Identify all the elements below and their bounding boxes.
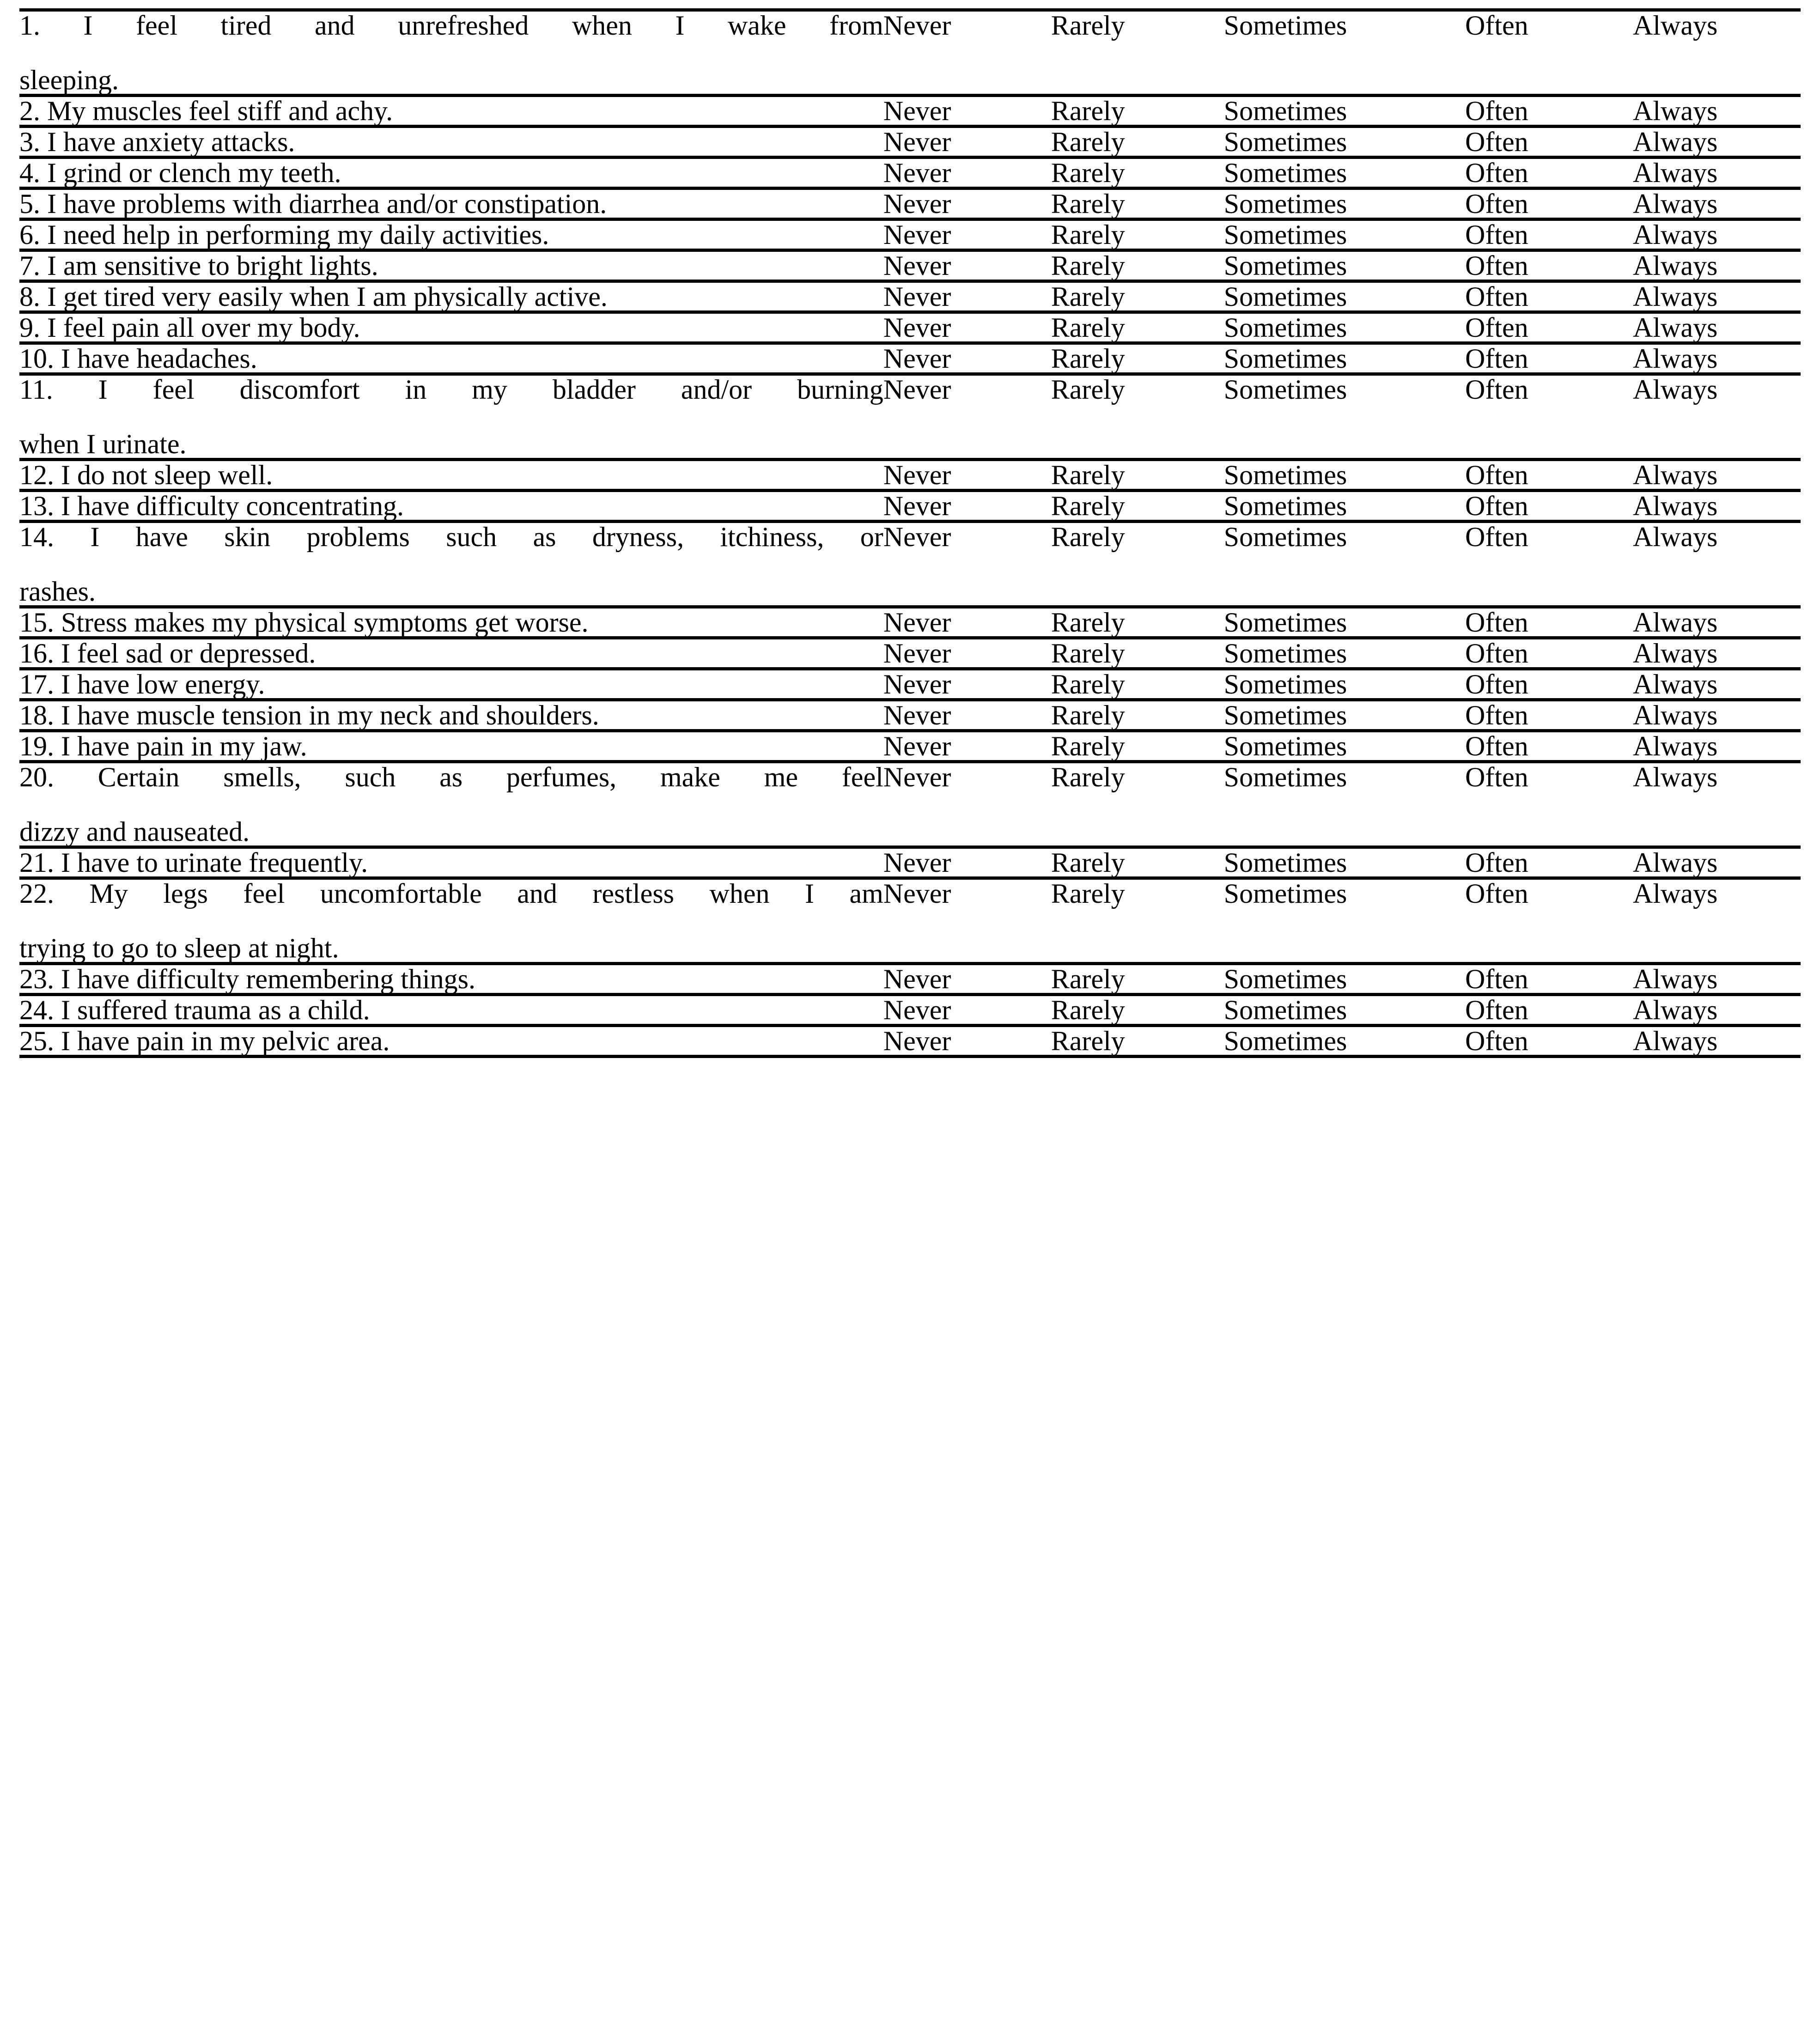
question-cell (19, 731, 883, 762)
response-option-rarely[interactable]: Rarely (1051, 189, 1224, 219)
response-option-often[interactable]: Often (1465, 219, 1633, 250)
response-option-rarely[interactable]: Rarely (1051, 964, 1224, 995)
response-option-rarely[interactable]: Rarely (1051, 219, 1224, 250)
question-text-line-1: 8. I get tired very easily when I am physically active. (19, 281, 608, 312)
question-cell (19, 762, 883, 847)
question-cell (19, 878, 883, 964)
response-option-never[interactable]: Never (883, 460, 1051, 491)
response-option-always[interactable]: Always (1633, 878, 1801, 964)
question-text-line-1: 19. I have pain in my jaw. (19, 731, 307, 761)
response-option-never[interactable]: Never (883, 700, 1051, 731)
question-cell (19, 669, 883, 700)
question-text-line-1: 9. I feel pain all over my body. (19, 312, 360, 343)
response-option-often[interactable]: Often (1465, 1026, 1633, 1057)
response-option-rarely[interactable]: Rarely (1051, 158, 1224, 189)
question-text-line-1: 24. I suffered trauma as a child. (19, 995, 370, 1025)
response-option-often[interactable]: Often (1465, 10, 1633, 96)
question-cell (19, 10, 883, 96)
response-option-sometimes[interactable]: Sometimes (1224, 762, 1465, 847)
question-text-line-1: 7. I am sensitive to bright lights. (19, 250, 378, 281)
question-cell (19, 491, 883, 522)
question-text-line-1: 16. I feel sad or depressed. (19, 638, 316, 669)
response-option-always[interactable]: Always (1633, 127, 1801, 158)
table-row (19, 638, 1801, 669)
table-row (19, 250, 1801, 281)
response-option-sometimes[interactable]: Sometimes (1224, 343, 1465, 374)
question-text-line-1: 1. I feel tired and unrefreshed when I wake from (19, 10, 883, 41)
response-option-sometimes[interactable]: Sometimes (1224, 731, 1465, 762)
response-option-sometimes[interactable]: Sometimes (1224, 847, 1465, 878)
question-text-line-1: 17. I have low energy. (19, 669, 265, 700)
question-text-line-1: 6. I need help in performing my daily activities. (19, 219, 549, 250)
question-text-line-1: 20. Certain smells, such as perfumes, make me feel (19, 762, 883, 792)
response-option-rarely[interactable]: Rarely (1051, 281, 1224, 312)
response-option-rarely[interactable]: Rarely (1051, 878, 1224, 964)
question-cell (19, 189, 883, 219)
response-option-always[interactable]: Always (1633, 522, 1801, 607)
response-option-sometimes[interactable]: Sometimes (1224, 491, 1465, 522)
question-cell (19, 127, 883, 158)
question-cell (19, 250, 883, 281)
response-option-always[interactable]: Always (1633, 374, 1801, 460)
response-option-never[interactable]: Never (883, 638, 1051, 669)
response-option-often[interactable]: Often (1465, 607, 1633, 638)
response-option-never[interactable]: Never (883, 343, 1051, 374)
response-option-sometimes[interactable]: Sometimes (1224, 964, 1465, 995)
response-option-sometimes[interactable]: Sometimes (1224, 1026, 1465, 1057)
response-option-rarely[interactable]: Rarely (1051, 669, 1224, 700)
response-option-often[interactable]: Often (1465, 847, 1633, 878)
question-text-line-1: 11. I feel discomfort in my bladder and/or burning (19, 374, 883, 405)
response-option-always[interactable]: Always (1633, 189, 1801, 219)
question-cell (19, 343, 883, 374)
question-text-line-1: 10. I have headaches. (19, 343, 257, 374)
table-row (19, 460, 1801, 491)
table-row (19, 343, 1801, 374)
table-row (19, 669, 1801, 700)
response-option-often[interactable]: Often (1465, 189, 1633, 219)
response-option-never[interactable]: Never (883, 995, 1051, 1026)
response-option-always[interactable]: Always (1633, 491, 1801, 522)
table-row (19, 374, 1801, 460)
response-option-sometimes[interactable]: Sometimes (1224, 374, 1465, 460)
table-row (19, 312, 1801, 343)
response-option-always[interactable]: Always (1633, 219, 1801, 250)
response-option-sometimes[interactable]: Sometimes (1224, 250, 1465, 281)
question-cell (19, 374, 883, 460)
response-option-never[interactable]: Never (883, 189, 1051, 219)
question-text-line-1: 15. Stress makes my physical symptoms get worse. (19, 607, 589, 638)
response-option-never[interactable]: Never (883, 607, 1051, 638)
question-cell (19, 1026, 883, 1057)
table-row (19, 700, 1801, 731)
table-row (19, 127, 1801, 158)
question-cell (19, 700, 883, 731)
question-text-line-2: rashes. (19, 576, 96, 607)
question-cell (19, 847, 883, 878)
response-option-always[interactable]: Always (1633, 762, 1801, 847)
response-option-rarely[interactable]: Rarely (1051, 700, 1224, 731)
response-option-rarely[interactable]: Rarely (1051, 847, 1224, 878)
response-option-often[interactable]: Often (1465, 964, 1633, 995)
response-option-always[interactable]: Always (1633, 10, 1801, 96)
question-text-line-1: 18. I have muscle tension in my neck and shoulders. (19, 700, 599, 730)
response-option-often[interactable]: Often (1465, 491, 1633, 522)
table-row (19, 158, 1801, 189)
response-option-rarely[interactable]: Rarely (1051, 491, 1224, 522)
question-text-line-1: 22. My legs feel uncomfortable and restless when I am (19, 878, 883, 909)
table-row (19, 995, 1801, 1026)
table-row (19, 491, 1801, 522)
table-row (19, 219, 1801, 250)
question-text-line-1: 12. I do not sleep well. (19, 460, 273, 490)
response-option-rarely[interactable]: Rarely (1051, 762, 1224, 847)
table-row (19, 964, 1801, 995)
question-text-line-2: when I urinate. (19, 429, 187, 459)
response-option-sometimes[interactable]: Sometimes (1224, 522, 1465, 607)
response-option-never[interactable]: Never (883, 96, 1051, 127)
question-text-line-1: 14. I have skin problems such as dryness, itchiness, or (19, 522, 883, 552)
response-option-always[interactable]: Always (1633, 96, 1801, 127)
response-option-always[interactable]: Always (1633, 1026, 1801, 1057)
response-option-rarely[interactable]: Rarely (1051, 1026, 1224, 1057)
question-text-line-1: 25. I have pain in my pelvic area. (19, 1026, 390, 1056)
response-option-always[interactable]: Always (1633, 312, 1801, 343)
response-option-never[interactable]: Never (883, 731, 1051, 762)
response-option-never[interactable]: Never (883, 127, 1051, 158)
response-option-never[interactable]: Never (883, 281, 1051, 312)
response-option-often[interactable]: Often (1465, 281, 1633, 312)
response-option-sometimes[interactable]: Sometimes (1224, 10, 1465, 96)
table-row (19, 1026, 1801, 1057)
response-option-never[interactable]: Never (883, 847, 1051, 878)
response-option-always[interactable]: Always (1633, 731, 1801, 762)
table-row (19, 847, 1801, 878)
question-text-line-1: 4. I grind or clench my teeth. (19, 158, 341, 188)
response-option-never[interactable]: Never (883, 250, 1051, 281)
table-row (19, 281, 1801, 312)
response-option-always[interactable]: Always (1633, 669, 1801, 700)
response-option-never[interactable]: Never (883, 878, 1051, 964)
response-option-rarely[interactable]: Rarely (1051, 607, 1224, 638)
question-cell (19, 158, 883, 189)
questionnaire-table-body (19, 10, 1801, 1057)
response-option-always[interactable]: Always (1633, 607, 1801, 638)
response-option-never[interactable]: Never (883, 491, 1051, 522)
response-option-rarely[interactable]: Rarely (1051, 460, 1224, 491)
response-option-often[interactable]: Often (1465, 731, 1633, 762)
response-option-rarely[interactable]: Rarely (1051, 250, 1224, 281)
table-row (19, 10, 1801, 96)
response-option-sometimes[interactable]: Sometimes (1224, 189, 1465, 219)
response-option-rarely[interactable]: Rarely (1051, 343, 1224, 374)
response-option-sometimes[interactable]: Sometimes (1224, 878, 1465, 964)
response-option-often[interactable]: Often (1465, 638, 1633, 669)
response-option-often[interactable]: Often (1465, 700, 1633, 731)
question-text-line-1: 3. I have anxiety attacks. (19, 127, 295, 157)
response-option-rarely[interactable]: Rarely (1051, 638, 1224, 669)
response-option-rarely[interactable]: Rarely (1051, 374, 1224, 460)
response-option-never[interactable]: Never (883, 374, 1051, 460)
response-option-never[interactable]: Never (883, 312, 1051, 343)
response-option-always[interactable]: Always (1633, 158, 1801, 189)
response-option-rarely[interactable]: Rarely (1051, 96, 1224, 127)
response-option-sometimes[interactable]: Sometimes (1224, 158, 1465, 189)
response-option-never[interactable]: Never (883, 158, 1051, 189)
response-option-sometimes[interactable]: Sometimes (1224, 669, 1465, 700)
question-cell (19, 219, 883, 250)
response-option-never[interactable]: Never (883, 219, 1051, 250)
response-option-never[interactable]: Never (883, 1026, 1051, 1057)
response-option-often[interactable]: Often (1465, 312, 1633, 343)
response-option-always[interactable]: Always (1633, 995, 1801, 1026)
table-row (19, 878, 1801, 964)
question-text-line-2: sleeping. (19, 65, 119, 95)
response-option-often[interactable]: Often (1465, 460, 1633, 491)
response-option-sometimes[interactable]: Sometimes (1224, 995, 1465, 1026)
response-option-sometimes[interactable]: Sometimes (1224, 281, 1465, 312)
response-option-often[interactable]: Often (1465, 250, 1633, 281)
question-cell (19, 522, 883, 607)
response-option-sometimes[interactable]: Sometimes (1224, 96, 1465, 127)
question-cell (19, 995, 883, 1026)
response-option-often[interactable]: Often (1465, 878, 1633, 964)
questionnaire-table (19, 8, 1801, 1058)
question-cell (19, 964, 883, 995)
question-cell (19, 281, 883, 312)
response-option-often[interactable]: Often (1465, 158, 1633, 189)
response-option-always[interactable]: Always (1633, 343, 1801, 374)
question-cell (19, 312, 883, 343)
response-option-always[interactable]: Always (1633, 638, 1801, 669)
response-option-never[interactable]: Never (883, 522, 1051, 607)
response-option-rarely[interactable]: Rarely (1051, 731, 1224, 762)
table-row (19, 731, 1801, 762)
response-option-never[interactable]: Never (883, 964, 1051, 995)
question-text-line-2: dizzy and nauseated. (19, 816, 250, 847)
response-option-often[interactable]: Often (1465, 669, 1633, 700)
response-option-often[interactable]: Often (1465, 762, 1633, 847)
response-option-sometimes[interactable]: Sometimes (1224, 638, 1465, 669)
question-text-line-2: trying to go to sleep at night. (19, 933, 339, 963)
response-option-rarely[interactable]: Rarely (1051, 522, 1224, 607)
table-row (19, 189, 1801, 219)
response-option-sometimes[interactable]: Sometimes (1224, 127, 1465, 158)
question-cell (19, 96, 883, 127)
response-option-always[interactable]: Always (1633, 847, 1801, 878)
response-option-often[interactable]: Often (1465, 522, 1633, 607)
response-option-sometimes[interactable]: Sometimes (1224, 607, 1465, 638)
question-cell (19, 638, 883, 669)
question-text-line-1: 5. I have problems with diarrhea and/or constipation. (19, 189, 607, 219)
response-option-sometimes[interactable]: Sometimes (1224, 460, 1465, 491)
table-row (19, 96, 1801, 127)
response-option-sometimes[interactable]: Sometimes (1224, 312, 1465, 343)
question-text-line-1: 13. I have difficulty concentrating. (19, 491, 404, 521)
response-option-often[interactable]: Often (1465, 374, 1633, 460)
response-option-never[interactable]: Never (883, 669, 1051, 700)
question-text-line-1: 23. I have difficulty remembering things. (19, 964, 475, 994)
response-option-always[interactable]: Always (1633, 250, 1801, 281)
table-row (19, 522, 1801, 607)
question-text-line-1: 21. I have to urinate frequently. (19, 847, 368, 878)
response-option-often[interactable]: Often (1465, 96, 1633, 127)
response-option-always[interactable]: Always (1633, 281, 1801, 312)
response-option-always[interactable]: Always (1633, 460, 1801, 491)
response-option-rarely[interactable]: Rarely (1051, 127, 1224, 158)
table-row (19, 762, 1801, 847)
response-option-sometimes[interactable]: Sometimes (1224, 700, 1465, 731)
response-option-rarely[interactable]: Rarely (1051, 995, 1224, 1026)
response-option-always[interactable]: Always (1633, 700, 1801, 731)
response-option-rarely[interactable]: Rarely (1051, 10, 1224, 96)
response-option-often[interactable]: Often (1465, 343, 1633, 374)
question-text-line-1: 2. My muscles feel stiff and achy. (19, 96, 393, 126)
question-cell (19, 607, 883, 638)
response-option-always[interactable]: Always (1633, 964, 1801, 995)
table-row (19, 607, 1801, 638)
response-option-often[interactable]: Often (1465, 127, 1633, 158)
response-option-never[interactable]: Never (883, 762, 1051, 847)
response-option-sometimes[interactable]: Sometimes (1224, 219, 1465, 250)
response-option-never[interactable]: Never (883, 10, 1051, 96)
question-cell (19, 460, 883, 491)
response-option-rarely[interactable]: Rarely (1051, 312, 1224, 343)
response-option-often[interactable]: Often (1465, 995, 1633, 1026)
